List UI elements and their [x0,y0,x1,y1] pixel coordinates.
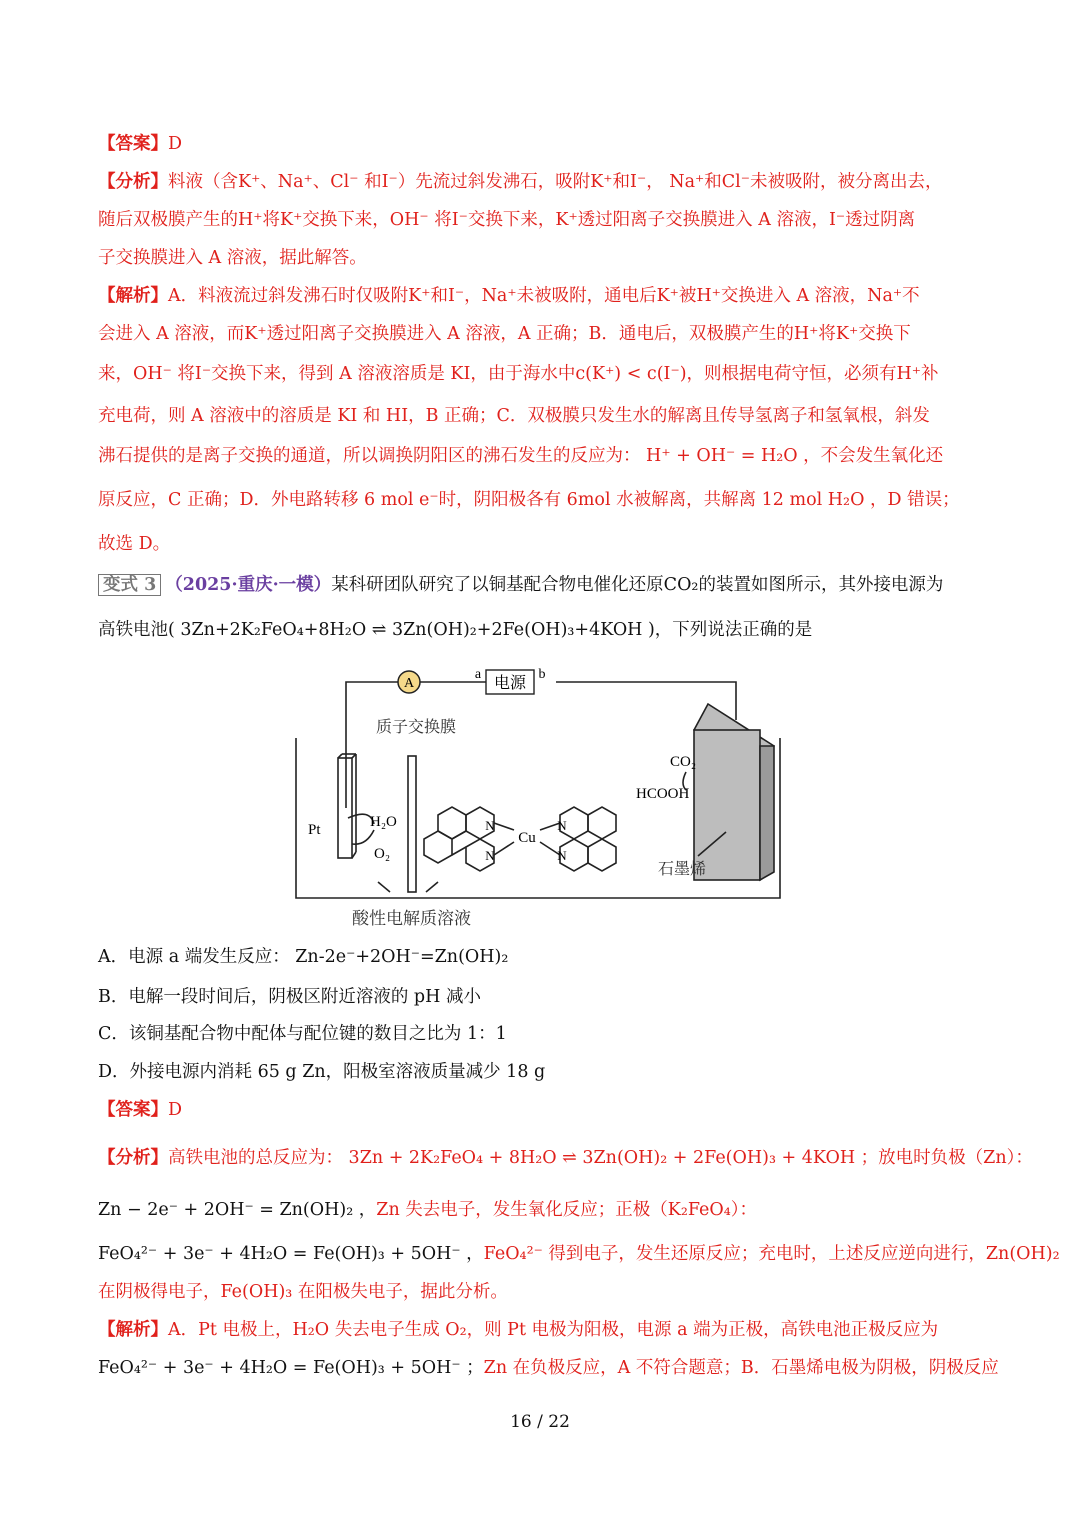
solution-line-5: 沸石提供的是离子交换的通道，所以调换阴阳区的沸石发生的反应为： H⁺ + OH⁻ = H₂O ，不会发生氧化还 [98,446,944,466]
answer-line-2 [98,1098,988,1122]
analysis-tag-2: 【分析】 [98,1148,168,1168]
variant-stem-line-1: 变式 3 （2025·重庆·一模）某科研团队研究了以铜基配合物电催化还原CO₂的装置如图所示，其外接电源为 [98,573,988,597]
answer-tag-2: 【答案】 [98,1100,168,1120]
terminal-a: a [474,667,482,682]
option-c: C．该铜基配合物中配体与配位键的数目之比为 1：1 [98,1024,507,1044]
solution-tag: 【解析】 [98,286,168,306]
solution2-line-1: 【解析】A．Pt 电极上，H₂O 失去电子生成 O₂，则 Pt 电极为阳极，电源 a 端为正极，高铁电池正极反应为 [98,1320,939,1340]
hcooh-label: HCOOH [636,786,690,802]
variant-stem-line-2: 高铁电池( 3Zn+2K₂FeO₄+8H₂O ⇌ 3Zn(OH)₂+2Fe(OH)₃+4KOH )，下列说法正确的是 [98,620,813,640]
co2-label: CO₂ [670,754,697,770]
variant-source: （2025·重庆·一模） [165,575,332,595]
n-label-4: N [557,848,567,863]
n-label-2: N [485,848,495,863]
solution-line-7: 故选 D。 [98,534,171,554]
n-label-3: N [557,818,567,833]
electrolyte-label: 酸性电解质溶液 [352,909,471,929]
analysis2-line-4: 在阴极得电子，Fe(OH)₃ 在阳极失电子，据此分析。 [98,1282,508,1302]
analysis-line-3: 子交换膜进入 A 溶液，据此解答。 [98,248,367,268]
answer-value-2: D [168,1100,183,1120]
analysis-line-1: 【分析】料液（含K⁺、Na⁺、Cl⁻ 和I⁻）先流过斜发沸石，吸附K⁺和I⁻， Na⁺和Cl⁻未被吸附，被分离出去， [98,172,943,192]
variant-label: 变式 3 [98,574,161,596]
pt-label: Pt [308,822,321,838]
solution-line-4: 充电荷，则 A 溶液中的溶质是 KI 和 HI，B 正确；C．双极膜只发生水的解离且传导氢离子和氢氧根，斜发 [98,406,930,426]
solution-tag-2: 【解析】 [98,1320,168,1340]
membrane-label: 质子交换膜 [376,717,457,736]
wire-left [346,682,398,808]
pt-electrode [338,758,352,858]
option-a: A．电源 a 端发生反应： Zn-2e⁻+2OH⁻=Zn(OH)₂ [98,947,509,967]
solution-line-1: 【解析】A．料液流过斜发沸石时仅吸附K⁺和I⁻，Na⁺未被吸附，通电后K⁺被H⁺交换进入 A 溶液，Na⁺不 [98,286,920,306]
graphene-electrode [694,730,760,880]
power-label: 电源 [493,673,527,692]
terminal-b: b [538,667,546,682]
graphene-label: 石墨烯 [658,859,707,878]
o2-label: O₂ [374,846,391,862]
analysis2-line-2: Zn − 2e⁻ + 2OH⁻ = Zn(OH)₂ ，Zn 失去电子，发生氧化反应；正极（K₂FeO₄）： [98,1200,758,1220]
electrolysis-figure [290,660,790,935]
answer-value: D [168,134,183,154]
analysis2-line-3: FeO₄²⁻ + 3e⁻ + 4H₂O = Fe(OH)₃ + 5OH⁻ ，FeO₄²⁻ 得到电子，发生还原反应；充电时，上述反应逆向进行，Zn(OH)₂ [98,1244,1060,1264]
answer-tag: 【答案】 [98,134,168,154]
analysis-line-2: 随后双极膜产生的H⁺将K⁺交换下来，OH⁻ 将I⁻交换下来，K⁺透过阳离子交换膜进入 A 溶液，I⁻透过阴离 [98,210,916,230]
solution-line-3: 来，OH⁻ 将I⁻交换下来，得到 A 溶液溶质是 KI，由于海水中c(K⁺) < c(I⁻)，则根据电荷守恒，必须有H⁺补 [98,364,939,384]
option-b: B．电解一段时间后，阴极区附近溶液的 pH 减小 [98,987,481,1007]
page-number: 16 / 22 [510,1412,570,1432]
leader-left [378,882,390,892]
n-label-1: N [485,818,495,833]
cu-label: Cu [518,830,536,846]
option-d: D．外接电源内消耗 65 g Zn，阳极室溶液质量减少 18 g [98,1062,546,1082]
h2o-label: H₂O [370,814,397,830]
coord-bond [494,823,514,830]
solution-line-2: 会进入 A 溶液，而K⁺透过阳离子交换膜进入 A 溶液，A 正确；B．通电后，双极膜产生的H⁺将K⁺交换下 [98,324,911,344]
analysis2-line-1: 【分析】高铁电池的总反应为： 3Zn + 2K₂FeO₄ + 8H₂O ⇌ 3Zn(OH)₂ + 2Fe(OH)₃ + 4KOH ；放电时负极（Zn）： [98,1148,1033,1168]
solution-line-6: 原反应，C 正确；D．外电路转移 6 mol e⁻时，阴阳极各有 6mol 水被解离，共解离 12 mol H₂O ，D 错误； [98,490,960,510]
proton-membrane [408,756,416,892]
solution2-line-2: FeO₄²⁻ + 3e⁻ + 4H₂O = Fe(OH)₃ + 5OH⁻ ；Zn 在负极反应，A 不符合题意；B．石墨烯电极为阴极，阴极反应 [98,1358,999,1378]
answer-line-1 [98,132,988,156]
analysis-tag: 【分析】 [98,172,168,192]
leader-right [426,882,438,892]
ammeter-label: A [403,676,415,691]
